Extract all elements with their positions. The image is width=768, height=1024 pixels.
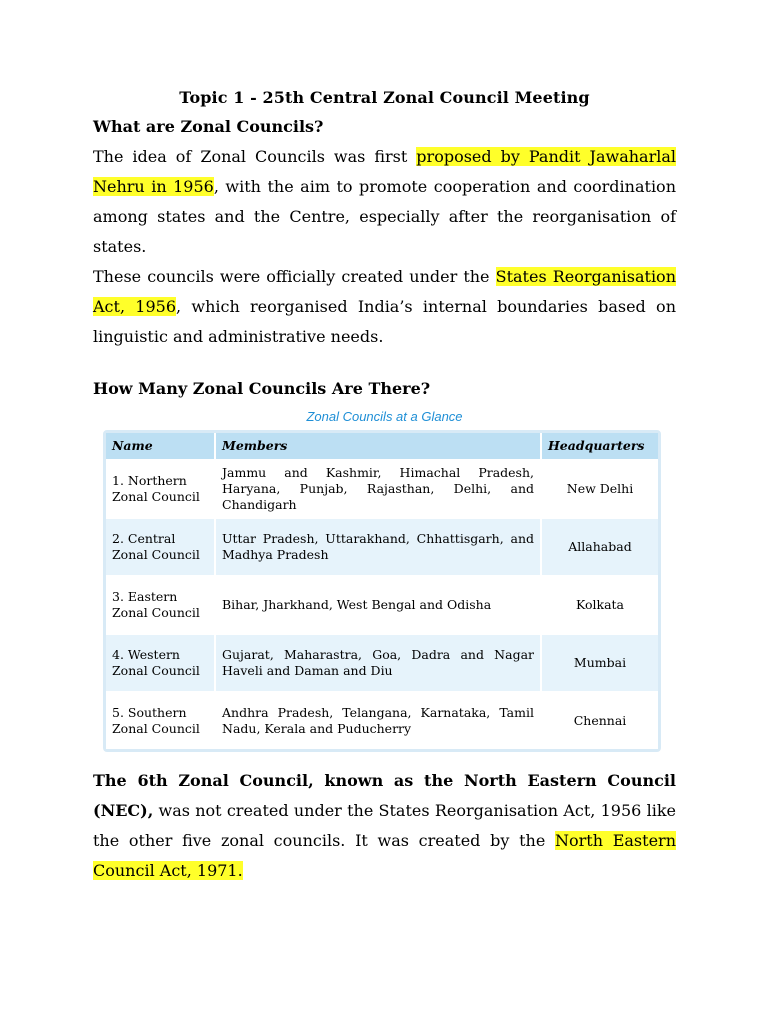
members-cell: Gujarat, Maharastra, Goa, Dadra and Nagar Haveli and Daman and Diu [215, 634, 541, 692]
headquarters-cell: Mumbai [541, 634, 658, 692]
figure-caption: Zonal Councils at a Glance [306, 409, 463, 424]
council-name-cell: 4. Western Zonal Council [106, 634, 215, 692]
column-header-name: Name [106, 433, 215, 460]
members-cell: Uttar Pradesh, Uttarakhand, Chhattisgarh, and Madhya Pradesh [215, 518, 541, 576]
highlighted-text: States Reorganisation Act, 1956 [93, 267, 676, 316]
zonal-councils-table-figure [103, 430, 661, 752]
table-row [106, 634, 658, 692]
bold-lead-text: The 6th Zonal Council, known as the North Eastern Council (NEC), [93, 771, 676, 820]
members-cell: Bihar, Jharkhand, West Bengal and Odisha [215, 576, 541, 634]
zonal-councils-table [106, 433, 658, 749]
highlighted-text: proposed by Pandit Jawaharlal Nehru in 1956 [93, 147, 676, 196]
spacer [93, 752, 676, 766]
headquarters-cell: Chennai [541, 692, 658, 749]
document-page [93, 84, 676, 886]
council-name-cell: 1. Northern Zonal Council [106, 460, 215, 518]
column-header-members: Members [215, 433, 541, 460]
paragraph-text: These councils were officially created under the [93, 267, 496, 286]
table-row [106, 692, 658, 749]
highlighted-text: North Eastern Council Act, 1971. [93, 831, 676, 880]
headquarters-cell: New Delhi [541, 460, 658, 518]
headquarters-cell: Allahabad [541, 518, 658, 576]
page-title: Topic 1 - 25th Central Zonal Council Meeting [179, 88, 590, 107]
council-name-cell: 5. Southern Zonal Council [106, 692, 215, 749]
table-row [106, 460, 658, 518]
paragraph-text: was not created under the States Reorganisation Act, 1956 like the other five zonal councils. It was created by the [93, 801, 676, 850]
council-name-cell: 3. Eastern Zonal Council [106, 576, 215, 634]
table-header-row [106, 433, 658, 460]
paragraph-text: , with the aim to promote cooperation and coordination among states and the Centre, especially after the reorganisation of states. [93, 177, 676, 256]
table-row [106, 576, 658, 634]
headquarters-cell: Kolkata [541, 576, 658, 634]
spacer [93, 352, 676, 374]
paragraph-nec [93, 766, 676, 886]
section-heading-how-many: How Many Zonal Councils Are There? [93, 379, 431, 398]
paragraph-text: , which reorganised India’s internal boundaries based on linguistic and administrative needs. [93, 297, 676, 346]
table-row [106, 518, 658, 576]
members-cell: Jammu and Kashmir, Himachal Pradesh, Haryana, Punjab, Rajasthan, Delhi, and Chandigarh [215, 460, 541, 518]
paragraph-creation [93, 262, 676, 352]
paragraph-origin [93, 142, 676, 262]
column-header-headquarters: Headquarters [541, 433, 658, 460]
paragraph-text: The idea of Zonal Councils was first [93, 147, 417, 166]
council-name-cell: 2. Central Zonal Council [106, 518, 215, 576]
section-heading-what-are-zonal-councils: What are Zonal Councils? [93, 117, 324, 136]
members-cell: Andhra Pradesh, Telangana, Karnataka, Tamil Nadu, Kerala and Puducherry [215, 692, 541, 749]
